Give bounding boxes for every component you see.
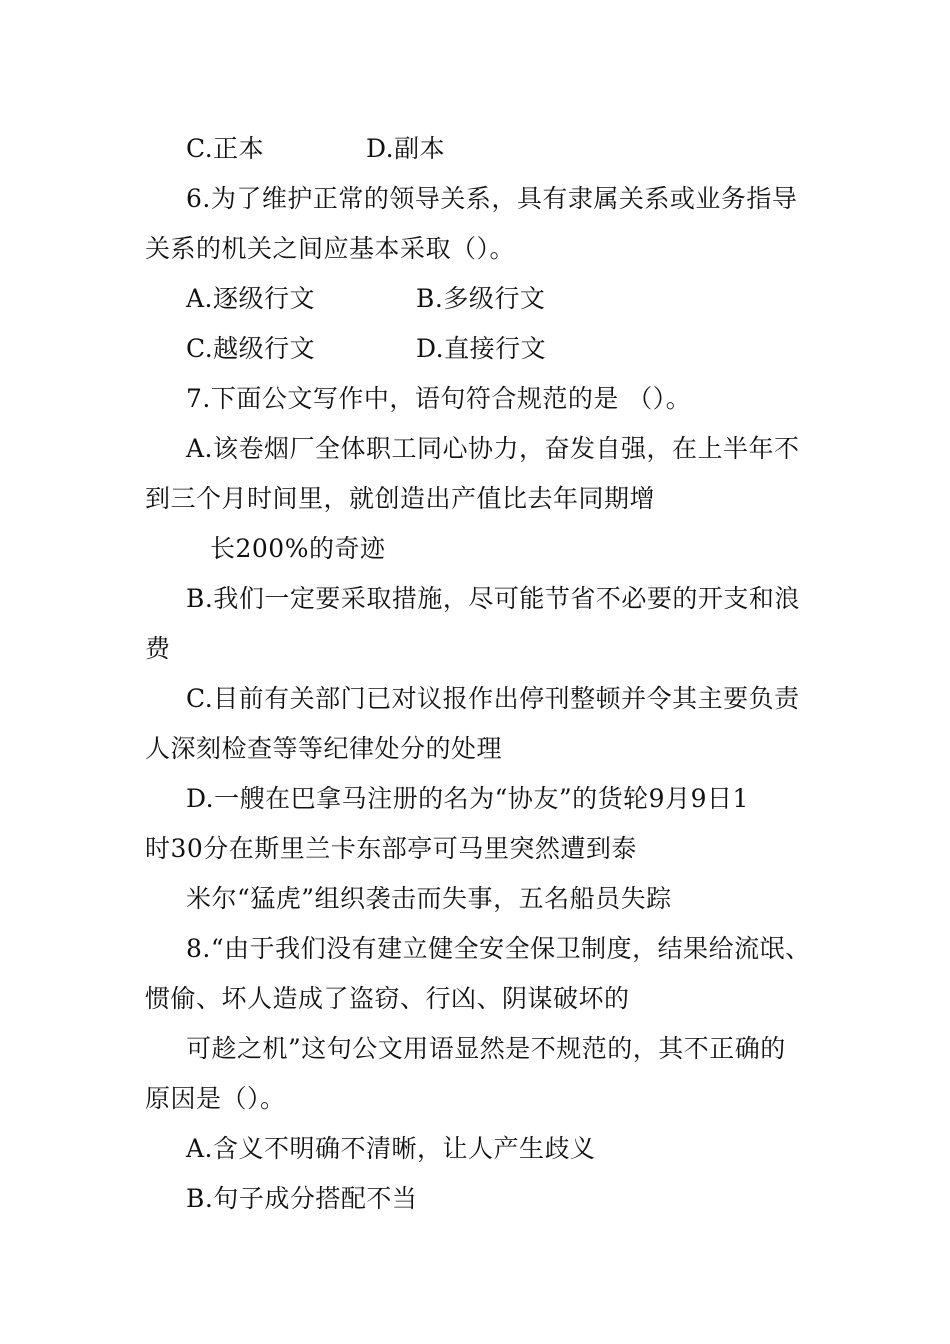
q7-option-c-line-1: C.目前有关部门已对议报作出停刊整顿并令其主要负责 — [186, 684, 800, 713]
q7-option-b-line-1: B.我们一定要采取措施，尽可能节省不必要的开支和浪 — [186, 584, 800, 613]
question-8-line-2: 惯偷、坏人造成了盗窃、行凶、阴谋破坏的 — [145, 984, 630, 1013]
q6-option-b: B.多级行文 — [416, 284, 546, 313]
q7-option-d-line-2: 时30分在斯里兰卡东部亭可马里突然遭到泰 — [145, 834, 637, 863]
q7-option-a-line-3: 长200%的奇迹 — [210, 534, 386, 563]
q8-option-a: A.含义不明确不清晰，让人产生歧义 — [186, 1134, 596, 1163]
option-c-zhengben: C.正本 — [186, 134, 265, 163]
question-6-line-1: 6.为了维护正常的领导关系，具有隶属关系或业务指导 — [186, 184, 798, 213]
option-d-fuben: D.副本 — [366, 134, 446, 163]
q7-option-c-line-2: 人深刻检查等等纪律处分的处理 — [145, 734, 503, 763]
q7-option-b-line-2: 费 — [145, 634, 171, 663]
question-6-line-2: 关系的机关之间应基本采取（）。 — [145, 234, 516, 263]
q6-option-d: D.直接行文 — [416, 334, 547, 363]
q6-option-a: A.逐级行文 — [186, 284, 316, 313]
q7-option-d-line-1: D.一艘在巴拿马注册的名为“协友”的货轮9月9日1 — [186, 784, 749, 813]
q8-option-b: B.句子成分搭配不当 — [186, 1184, 418, 1213]
question-8-line-3: 可趁之机”这句公文用语显然是不规范的，其不正确的 — [186, 1034, 786, 1063]
q6-option-c: C.越级行文 — [186, 334, 316, 363]
q7-option-a-line-1: A.该卷烟厂全体职工同心协力，奋发自强，在上半年不 — [186, 434, 800, 463]
question-7: 7.下面公文写作中，语句符合规范的是 （）。 — [186, 384, 692, 413]
question-8-line-1: 8.“由于我们没有建立健全安全保卫制度，结果给流氓、 — [186, 934, 811, 963]
q7-option-d-line-3: 米尔“猛虎”组织袭击而失事，五名船员失踪 — [186, 884, 672, 913]
question-8-line-4: 原因是（）。 — [145, 1084, 286, 1113]
q7-option-a-line-2: 到三个月时间里，就创造出产值比去年同期增 — [145, 484, 656, 513]
